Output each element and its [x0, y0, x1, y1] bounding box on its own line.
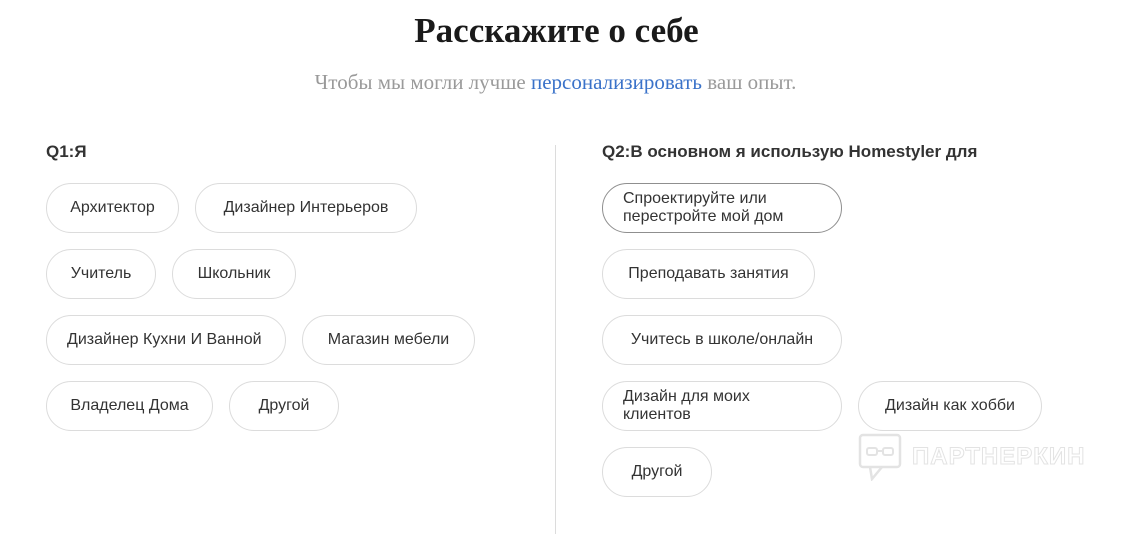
- q1-option-teacher[interactable]: Учитель: [46, 249, 156, 299]
- q1-option-student[interactable]: Школьник: [172, 249, 296, 299]
- q2-option-design-remodel-home[interactable]: Спроектируйте или перестройте мой дом: [602, 183, 842, 233]
- column-divider: [555, 145, 556, 534]
- q1-option-other[interactable]: Другой: [229, 381, 339, 431]
- q1-option-architect[interactable]: Архитектор: [46, 183, 179, 233]
- q1-option-interior-designer[interactable]: Дизайнер Интерьеров: [195, 183, 417, 233]
- personalize-link[interactable]: персонализировать: [530, 70, 703, 94]
- q2-title: Q2:В основном я использую Homestyler для: [602, 142, 978, 161]
- page-subtitle: [0, 68, 1111, 96]
- q2-option-design-for-clients[interactable]: Дизайн для моих клиентов: [602, 381, 842, 431]
- q1-option-furniture-store[interactable]: Магазин мебели: [302, 315, 475, 365]
- chat-bubble-icon: [858, 433, 902, 481]
- subtitle-text-end: ваш опыт.: [702, 70, 797, 94]
- q2-option-design-hobby[interactable]: Дизайн как хобби: [858, 381, 1042, 431]
- q2-option-teach-classes[interactable]: Преподавать занятия: [602, 249, 815, 299]
- q1-option-kitchen-bath-designer[interactable]: Дизайнер Кухни И Ванной: [46, 315, 286, 365]
- partnerkin-watermark: [858, 432, 1088, 482]
- page-title: Расскажите о себе: [414, 11, 699, 50]
- q2-option-other[interactable]: Другой: [602, 447, 712, 497]
- q1-title: Q1:Я: [46, 142, 87, 161]
- q2-option-study-school-online[interactable]: Учитесь в школе/онлайн: [602, 315, 842, 365]
- q1-option-homeowner[interactable]: Владелец Дома: [46, 381, 213, 431]
- watermark-text: ПАРТНЕРКИН: [912, 443, 1086, 470]
- subtitle-text-start: Чтобы мы могли лучше: [314, 70, 531, 94]
